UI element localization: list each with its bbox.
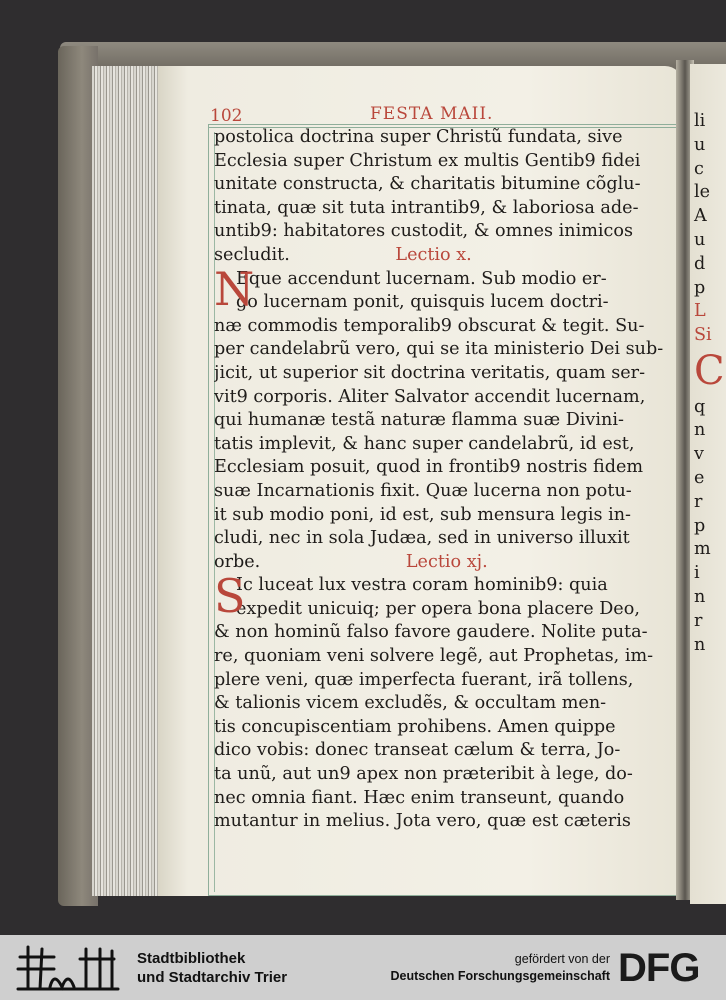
text-fragment: n — [694, 586, 706, 607]
text-line: per candelabrũ vero, qui se ita ministerio Dei sub- — [214, 339, 664, 360]
stadtbibliothek-logo-icon — [14, 941, 124, 993]
text-fragment: n — [694, 420, 706, 441]
text-line: jicit, ut superior sit doctrina veritatis, quam ser- — [214, 362, 646, 383]
funding-note — [370, 951, 610, 985]
funding-note-line-2: Deutschen Forschungsgemeinschaft — [390, 969, 610, 983]
text-line: ta unũ, aut un9 apex non præteribit à lege, do- — [214, 764, 633, 785]
text-fragment: n — [694, 634, 706, 655]
text-fragment: i — [694, 563, 700, 584]
text-fragment: u — [694, 134, 706, 155]
page-text-block — [214, 126, 680, 834]
text-fragment: e — [694, 467, 705, 488]
dfg-logo: DFG — [618, 946, 700, 990]
institution-footer — [0, 935, 726, 1000]
text-line: postolica doctrina super Christũ fundata, sive — [214, 127, 623, 147]
text-line: dico vobis: donec transeat cælum & terra, Jo- — [214, 740, 621, 761]
library-name — [137, 949, 287, 987]
page-number: 102 — [210, 106, 243, 126]
funding-note-line-1: gefördert von der — [514, 952, 610, 966]
text-line: go lucernam ponit, quisquis lucem doctri- — [236, 292, 609, 313]
text-line: Ecclesiam posuit, quod in frontib9 nostris fidem — [214, 457, 644, 478]
text-line: expedit unicuiq; per opera bona placere Deo, — [236, 598, 640, 619]
page-stack-edges — [92, 66, 162, 896]
text-line: vit9 corporis. Aliter Salvator accendit lucernam, — [214, 386, 646, 407]
text-line: cludi, nec in sola Judæa, sed in universo illuxit — [214, 528, 630, 549]
text-line: & talionis vicem excludẽs, & occultam men- — [214, 693, 607, 714]
text-line: re, quoniam veni solvere legẽ, aut Prophetas, im- — [214, 646, 654, 667]
right-page-text — [694, 110, 726, 657]
text-fragment: li — [694, 111, 706, 131]
text-line: unitate constructa, & charitatis bitumine cõglu- — [214, 174, 641, 195]
text-line: it sub modio poni, id est, sub mensura legis in- — [214, 504, 631, 525]
text-line: tatis implevit, & hanc super candelabrũ, id est, — [214, 433, 635, 454]
text-line: nec omnia fiant. Hæc enim transeunt, quando — [214, 787, 625, 808]
text-fragment: L — [694, 301, 706, 322]
initial-letter-n: N — [214, 262, 255, 316]
text-fragment: u — [694, 229, 706, 250]
running-title: FESTA MAII. — [370, 104, 494, 124]
text-fragment: v — [694, 444, 704, 465]
initial-letter-s: S — [214, 569, 246, 623]
text-fragment: q — [694, 396, 706, 417]
text-fragment: le — [694, 182, 711, 203]
left-page — [158, 66, 683, 896]
text-line: & non hominũ falso favore gaudere. Nolite puta- — [214, 622, 648, 643]
text-line-with-heading — [214, 551, 680, 575]
text-line: Ecclesia super Christum ex multis Gentib9 fidei — [214, 150, 641, 171]
text-line: mutantur in melius. Jota vero, quæ est cæteris — [214, 811, 631, 832]
text-line: untib9: habitatores custodit, & omnes inimicos — [214, 221, 633, 242]
text-line: tis concupiscentiam prohibens. Amen quippe — [214, 716, 616, 737]
text-line: tinata, quæ sit tuta intrantib9, & laboriosa ade- — [214, 197, 639, 218]
text-line: suæ Incarnationis fixit. Quæ lucerna non potu- — [214, 480, 632, 501]
text-line: qui humanæ testã naturæ flamma suæ Divini- — [214, 410, 624, 431]
initial-letter-fragment: C — [694, 347, 725, 394]
library-name-line-2: und Stadtarchiv Trier — [137, 969, 288, 986]
text-line-with-heading — [214, 244, 680, 268]
text-fragment: Si — [694, 325, 712, 346]
lectio-x-heading: Lectio x. — [395, 244, 472, 265]
right-page-fragment — [690, 64, 726, 904]
text-line: Ic luceat lux vestra coram hominib9: quia — [236, 575, 608, 596]
text-fragment: r — [694, 610, 703, 631]
text-fragment: r — [694, 491, 703, 512]
text-line: orbe. — [214, 551, 261, 572]
text-line: plere veni, quæ imperfecta fuerant, irã tollens, — [214, 669, 634, 690]
text-line: Eque accendunt lucernam. Sub modio er- — [236, 268, 607, 289]
lectio-xi-heading: Lectio xj. — [405, 551, 488, 572]
text-fragment: d — [694, 253, 706, 274]
text-line: næ commodis temporalib9 obscurat & tegit. Su- — [214, 315, 645, 336]
text-fragment: c — [694, 158, 704, 179]
text-fragment: A — [694, 206, 707, 227]
text-fragment: m — [694, 539, 711, 560]
text-line: secludit. — [214, 244, 290, 265]
text-fragment: p — [694, 277, 706, 298]
text-fragment: p — [694, 515, 706, 536]
library-name-line-1: Stadtbibliothek — [137, 950, 246, 967]
